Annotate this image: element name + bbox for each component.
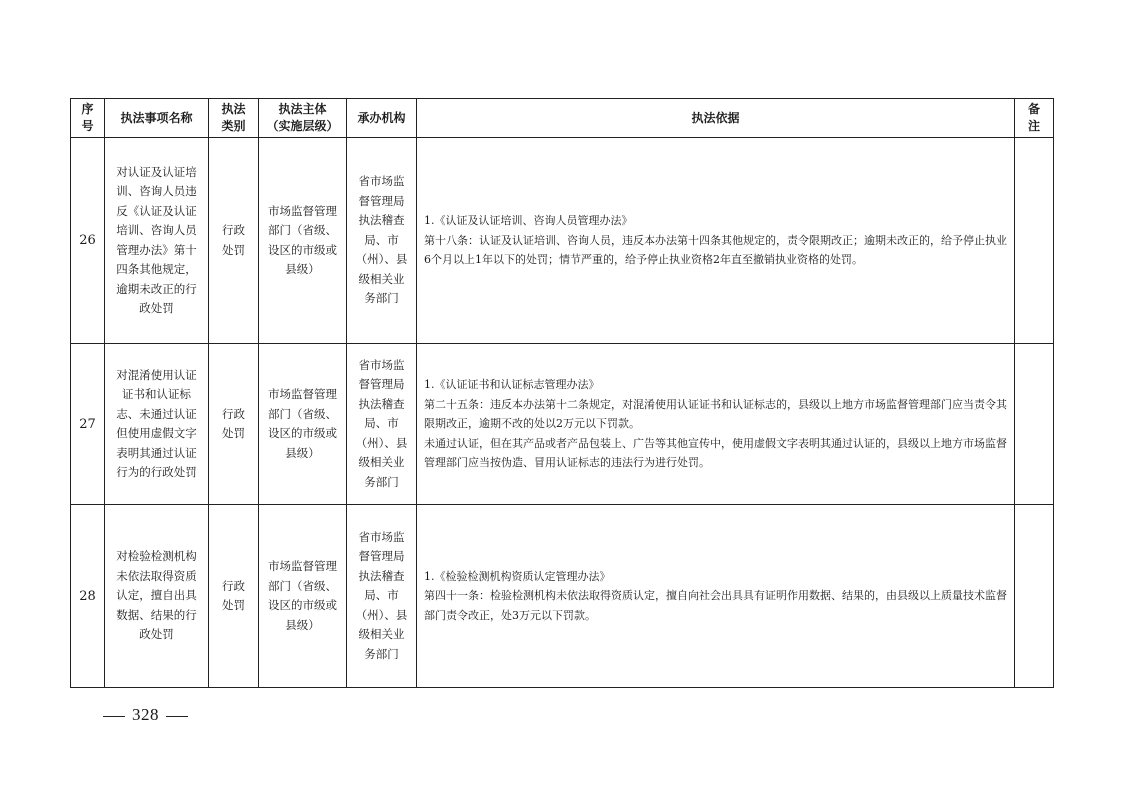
- row-seq: 27: [71, 344, 105, 505]
- row-agency: 省市场监督管理局执法稽查局、市（州）、县级相关业务部门: [347, 344, 417, 505]
- header-category: 执法类别: [209, 99, 259, 138]
- header-subject-line1: 执法主体: [278, 102, 327, 116]
- row-basis: [417, 505, 1015, 688]
- page-number-value: 328: [132, 705, 159, 724]
- row-basis: [417, 138, 1015, 344]
- page-number: [96, 705, 195, 725]
- table-row: [71, 505, 1054, 688]
- row-category: 行政处罚: [209, 344, 259, 505]
- basis-title: 1.《认证及认证培训、咨询人员管理办法》: [424, 214, 633, 228]
- row-seq: 26: [71, 138, 105, 344]
- row-basis: [417, 344, 1015, 505]
- enforcement-table: [70, 98, 1054, 688]
- header-remark: 备注: [1015, 99, 1054, 138]
- header-seq: 序号: [71, 99, 105, 138]
- basis-paragraph: 第二十五条：违反本办法第十二条规定，对混淆使用认证证书和认证标志的，县级以上地方市场监督管理部门应当责令其限期改正，逾期不改的处以2万元以下罚款。: [424, 397, 1007, 431]
- row-remark: [1015, 344, 1054, 505]
- row-subject: 市场监督管理部门（省级、设区的市级或县级）: [259, 138, 347, 344]
- page-dash-left: [103, 716, 125, 717]
- row-subject: 市场监督管理部门（省级、设区的市级或县级）: [259, 505, 347, 688]
- header-subject-line2: （实施层级）: [266, 119, 339, 133]
- basis-paragraph: 未通过认证，但在其产品或者产品包装上、广告等其他宣传中，使用虚假文字表明其通过认证的，县级以上地方市场监督管理部门应当按伪造、冒用认证标志的违法行为进行处罚。: [424, 436, 1007, 470]
- basis-paragraph: 第十八条：认证及认证培训、咨询人员，违反本办法第十四条其他规定的，责令限期改正；逾期未改正的，给予停止执业6个月以上1年以下的处罚；情节严重的，给予停止执业资格2年直至撤销执业资格的处罚。: [424, 233, 1007, 267]
- table-row: [71, 344, 1054, 505]
- table-header-row: [71, 99, 1054, 138]
- row-agency: 省市场监督管理局执法稽查局、市（州）、县级相关业务部门: [347, 138, 417, 344]
- row-item: 对认证及认证培训、咨询人员违反《认证及认证培训、咨询人员管理办法》第十四条其他规定，逾期未改正的行政处罚: [105, 138, 209, 344]
- row-category: 行政处罚: [209, 138, 259, 344]
- row-subject: 市场监督管理部门（省级、设区的市级或县级）: [259, 344, 347, 505]
- page-dash-right: [166, 716, 188, 717]
- basis-paragraph: 第四十一条：检验检测机构未依法取得资质认定，擅自向社会出具具有证明作用数据、结果的，由县级以上质量技术监督部门责令改正，处3万元以下罚款。: [424, 589, 1007, 622]
- row-agency: 省市场监督管理局执法稽查局、市（州）、县级相关业务部门: [347, 505, 417, 688]
- basis-title: 1.《检验检测机构资质认定管理办法》: [424, 569, 611, 583]
- basis-title: 1.《认证证书和认证标志管理办法》: [424, 378, 600, 392]
- header-basis: 执法依据: [417, 99, 1015, 138]
- row-category: 行政处罚: [209, 505, 259, 688]
- row-item: 对混淆使用认证证书和认证标志、未通过认证但使用虚假文字表明其通过认证行为的行政处罚: [105, 344, 209, 505]
- header-agency: 承办机构: [347, 99, 417, 138]
- header-subject: [259, 99, 347, 138]
- header-item: 执法事项名称: [105, 99, 209, 138]
- row-remark: [1015, 138, 1054, 344]
- table-row: [71, 138, 1054, 344]
- row-seq: 28: [71, 505, 105, 688]
- row-remark: [1015, 505, 1054, 688]
- row-item: 对检验检测机构未依法取得资质认定，擅自出具数据、结果的行政处罚: [105, 505, 209, 688]
